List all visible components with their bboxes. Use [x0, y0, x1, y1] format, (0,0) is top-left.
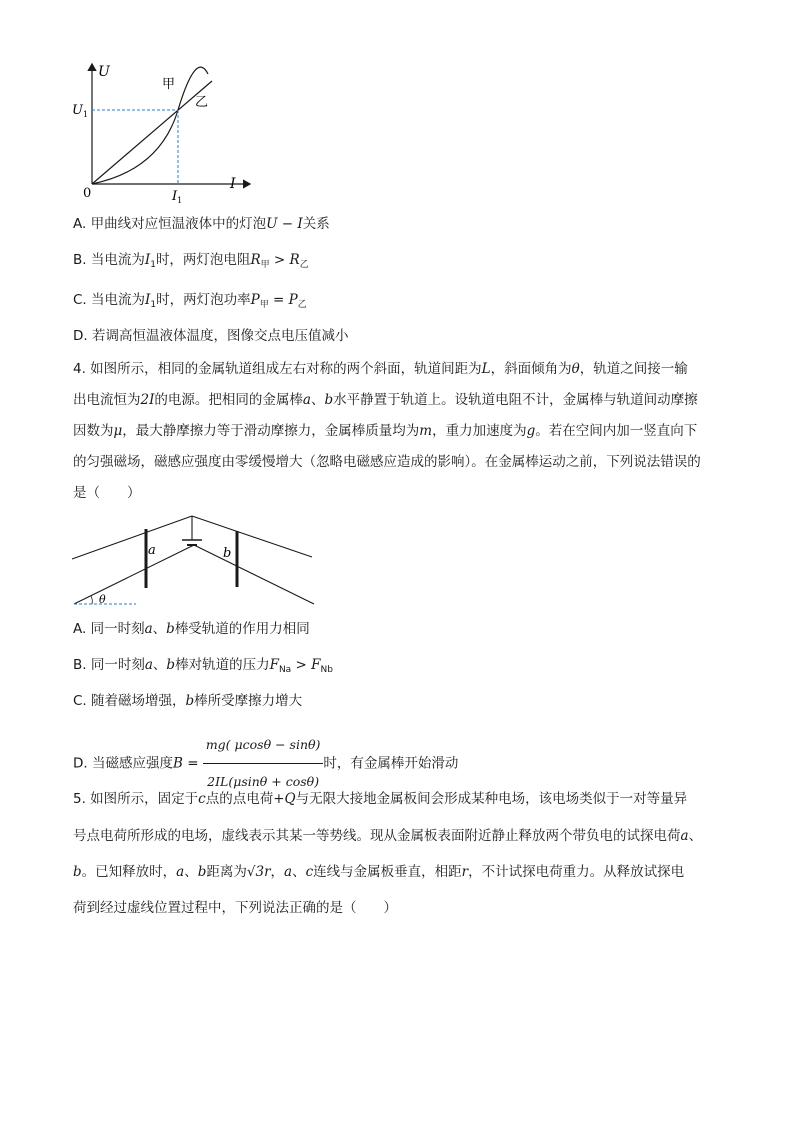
x-axis-label: I — [230, 176, 236, 192]
curve-yi — [92, 81, 212, 184]
rod-a-label: a — [148, 543, 156, 558]
rails-figure — [70, 510, 320, 610]
y-axis-label: U — [98, 64, 110, 80]
rail-upper-left — [72, 516, 192, 559]
q4-d-fraction: $\frac{mg( \mu\cos\theta - \sin\theta)}{2IL(\mu\sin\theta + \cos\theta)}$ — [203, 728, 324, 799]
theta-arc — [91, 596, 92, 604]
q5-stem-line-4: 荷到经过虚线位置过程中，下列说法正确的是（ ） — [73, 900, 397, 916]
q4-option-a: A. 同一时刻a、b棒受轨道的作用力相同 — [73, 621, 310, 637]
q4-option-d: D. 当磁感应强度B = $\frac{mg( \mu\cos\theta - \sin\theta)}{2IL(\mu\sin\theta + \cos\theta)}$ 时，有金属棒开始滑动 — [73, 728, 458, 799]
curve-yi-label: 乙 — [195, 95, 209, 110]
rail-lower-left — [74, 545, 194, 604]
rod-b-label: b — [223, 546, 232, 561]
i1-label: $I_1$ — [172, 189, 183, 205]
u1-label: $U_1$ — [72, 103, 89, 119]
q4-option-b: B. 同一时刻a、b棒对轨道的压力$F_{Na} > F_{Nb}$ — [73, 657, 333, 675]
curve-jia — [92, 67, 208, 184]
q3-option-b: B. 当电流为$I_1$时，两灯泡电阻$R_甲 > R_乙$ — [73, 252, 309, 270]
q4-stem-line-5: 是（ ） — [73, 485, 141, 501]
q4-stem-line-4: 的匀强磁场，磁感应强度由零缓慢增大（忽略电磁感应造成的影响）。在金属棒运动之前，下列说法错误的 — [73, 454, 701, 470]
rail-lower-right — [194, 545, 314, 604]
q3-option-d: D. 若调高恒温液体温度，图像交点电压值减小 — [73, 328, 349, 344]
q5-stem-line-2: 号点电荷所形成的电场，虚线表示其某一等势线。现从金属板表面附近静止释放两个带负电的试探电荷a、 — [73, 828, 703, 844]
q4-stem-line-1: 4. 如图所示，相同的金属轨道组成左右对称的两个斜面，轨道间距为L，斜面倾角为θ，轨道之间接一输 — [73, 361, 688, 377]
q5-stem-line-3: b。已知释放时，a、b距离为√3r，a、c连线与金属板垂直，相距r，不计试探电荷重力。从释放试探电 — [73, 864, 685, 880]
q3-option-a: A. 甲曲线对应恒温液体中的灯泡U − I关系 — [73, 216, 330, 232]
q4-stem-line-3: 因数为μ，最大静摩擦力等于滑动摩擦力，金属棒质量均为m，重力加速度为g。若在空间内加一竖直向下 — [73, 423, 698, 439]
ui-graph-figure — [70, 58, 260, 208]
rail-upper-right — [192, 516, 312, 557]
q5-stem-line-1: 5. 如图所示，固定于c点的点电荷+Q与无限大接地金属板间会形成某种电场，该电场类似于一对等量异 — [73, 791, 688, 807]
q4-stem-line-2: 出电流恒为2I的电源。把相同的金属棒a、b水平静置于轨道上。设轨道电阻不计，金属棒与轨道间动摩擦 — [73, 392, 698, 408]
q3-option-c: C. 当电流为$I_1$时，两灯泡功率$P_甲 = P_乙$ — [73, 292, 307, 310]
theta-label: θ — [99, 593, 106, 606]
origin-label: 0 — [83, 186, 92, 201]
q4-option-c: C. 随着磁场增强，b棒所受摩擦力增大 — [73, 693, 303, 709]
curve-jia-label: 甲 — [162, 77, 176, 92]
